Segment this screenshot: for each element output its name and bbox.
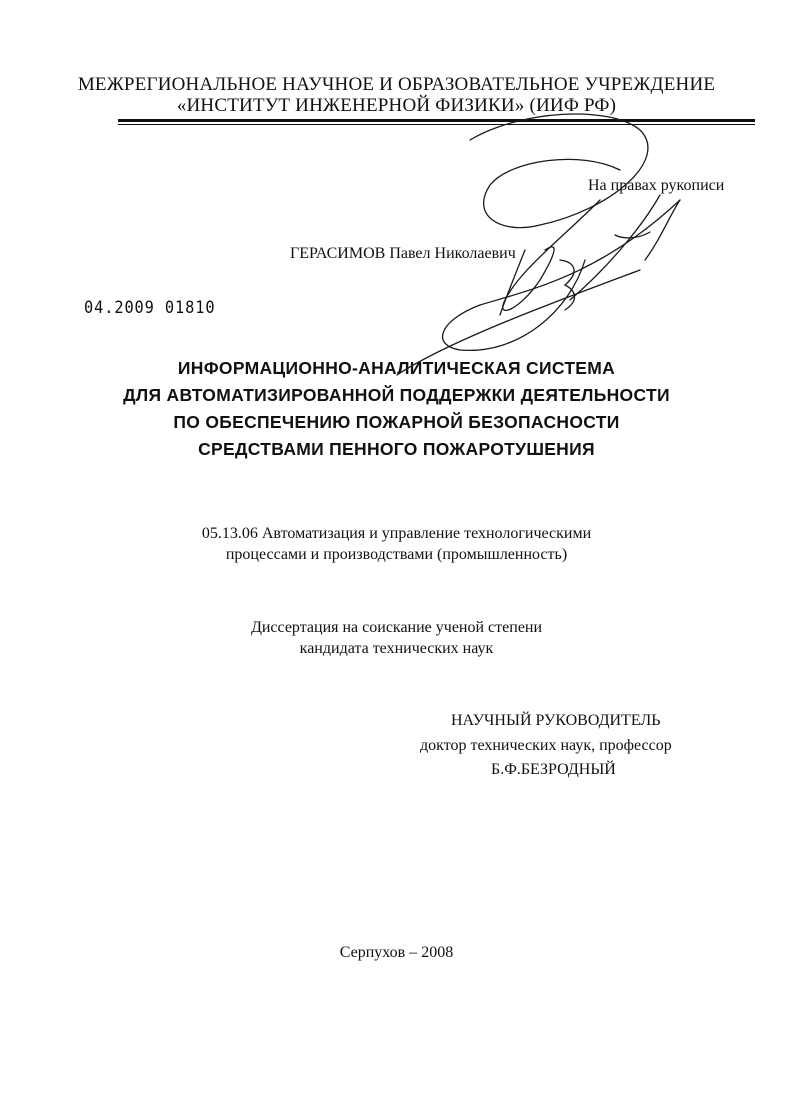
title-line-4: СРЕДСТВАМИ ПЕННОГО ПОЖАРОТУШЕНИЯ [198,439,595,459]
institution-line-2: «ИНСТИТУТ ИНЖЕНЕРНОЙ ФИЗИКИ» (ИИФ РФ) [176,95,617,116]
author-name: ГЕРАСИМОВ Павел Николаевич [290,245,516,262]
specialty-line-2: процессами и производствами (промышленность) [225,546,568,563]
supervisor-heading: НАУЧНЫЙ РУКОВОДИТЕЛЬ [451,712,661,729]
city-year: Серпухов – 2008 [339,944,454,961]
manuscript-rights-note: На правах рукописи [588,177,725,194]
title-line-2: ДЛЯ АВТОМАТИЗИРОВАННОЙ ПОДДЕРЖКИ ДЕЯТЕЛЬНОСТИ [123,385,670,405]
supervisor-rank: доктор технических наук, профессор [420,737,672,754]
registration-number: 04.2009 01810 [84,298,216,318]
title-line-3: ПО ОБЕСПЕЧЕНИЮ ПОЖАРНОЙ БЕЗОПАСНОСТИ [173,412,620,432]
specialty-line-1: 05.13.06 Автоматизация и управление технологическими [201,525,592,542]
title-line-1: ИНФОРМАЦИОННО-АНАЛИТИЧЕСКАЯ СИСТЕМА [177,358,616,378]
degree-line-1: Диссертация на соискание ученой степени [250,619,543,636]
degree-line-2: кандидата технических наук [299,640,494,657]
institution-line-1: МЕЖРЕГИОНАЛЬНОЕ НАУЧНОЕ И ОБРАЗОВАТЕЛЬНОЕ УЧРЕЖДЕНИЕ [77,74,716,95]
supervisor-name: Б.Ф.БЕЗРОДНЫЙ [491,761,616,778]
